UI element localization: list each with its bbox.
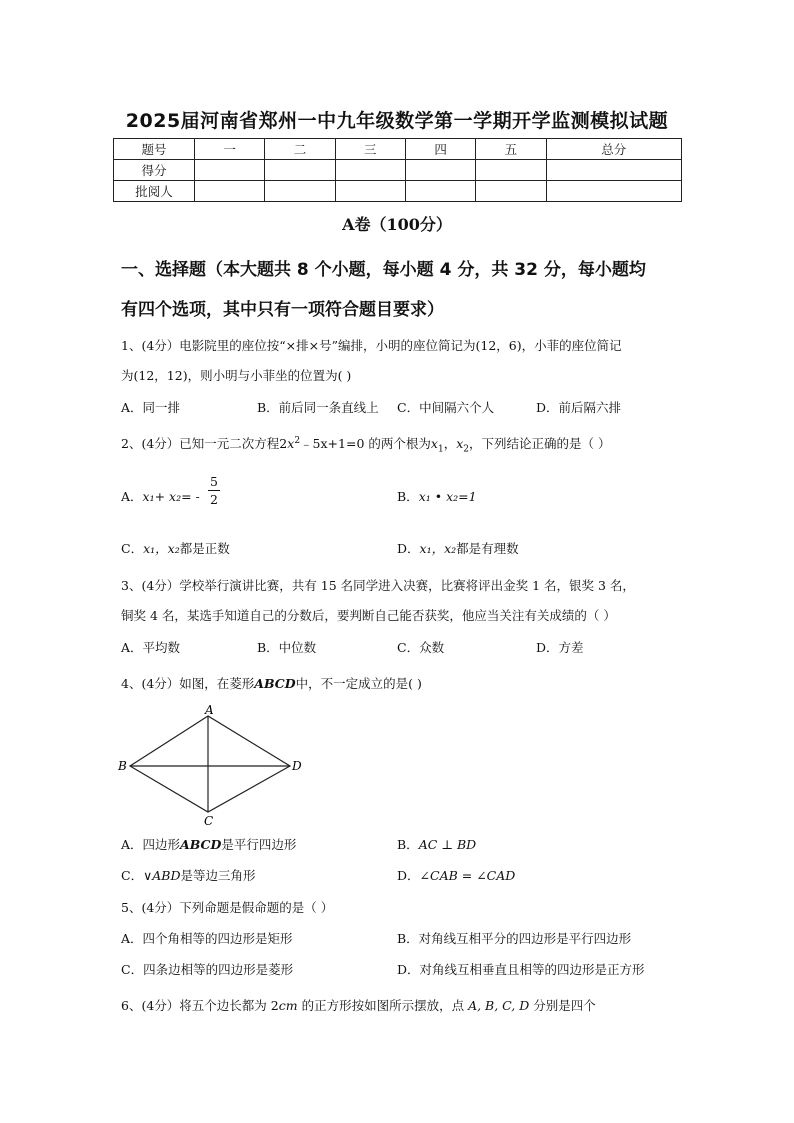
table-cell [335, 181, 405, 202]
q2-d-text: 都是有理数 [456, 541, 519, 556]
q4-option-a [121, 835, 296, 853]
q2-exp: 2 [294, 435, 301, 446]
vertex-label-d: D [292, 759, 302, 773]
table-cell [476, 181, 546, 202]
exam-title: 2025届河南省郑州一中九年级数学第一学期开学监测模拟试题 [125, 110, 669, 132]
section-heading-line1: 一、选择题（本大题共 8 个小题，每小题 4 分，共 32 分，每小题均 [121, 260, 646, 280]
table-cell [405, 160, 475, 181]
option-label: C． [121, 541, 144, 556]
q2-x2-sub: 2 [463, 444, 469, 455]
table-cell: 二 [265, 139, 335, 160]
fraction-bar [208, 490, 220, 491]
q6-value: 2 [270, 998, 279, 1013]
q4-b-expr: AC ⊥ BD [418, 837, 477, 852]
q5-stem: 5、(4分）下列命题是假命题的是（ ） [121, 900, 334, 915]
q2-x1: x [430, 436, 438, 451]
option-label: B． [397, 489, 419, 504]
section-heading-line2: 有四个选项，其中只有一项符合题目要求） [121, 300, 444, 320]
q6-stem-mid: 的正方形按如图所示摆放，点 [301, 998, 465, 1013]
option-label: C． [121, 868, 144, 883]
part-heading: A卷（100分） [342, 215, 452, 234]
q2-a-fraction [208, 474, 220, 507]
table-cell: 五 [476, 139, 546, 160]
q4-a-pre: A．四边形 [121, 837, 181, 852]
q5-option-d: D．对角线互相垂直且相等的四边形是正方形 [397, 962, 645, 977]
table-cell [476, 160, 546, 181]
q4-a-post: 是平行四边形 [221, 837, 297, 852]
vertex-label-c: C [204, 814, 214, 828]
table-cell [546, 160, 681, 181]
q2-c-text: 都是正数 [179, 541, 230, 556]
score-table-header [114, 139, 682, 160]
q2-option-d [397, 539, 519, 557]
vertex-label-a: A [205, 703, 214, 717]
q5-option-c: C．四条边相等的四边形是菱形 [121, 962, 294, 977]
q3-option-c: C．众数 [397, 640, 445, 655]
q2-d-expr: x₁，x₂ [419, 541, 457, 556]
q4-stem [121, 674, 422, 692]
fraction-denominator: 2 [210, 492, 218, 507]
table-cell: 批阅人 [114, 181, 195, 202]
q3-line2: 铜奖 4 名，某选手知道自己的分数后，要判断自己能否获奖，他应当关注有关成绩的（ ） [121, 608, 616, 623]
q4-d-expr: ∠CAB = ∠CAD [419, 868, 516, 883]
q2-c-expr: x₁，x₂ [143, 541, 180, 556]
q2-x2: x [456, 436, 464, 451]
q2-b-expr: x₁ • x₂=1 [418, 489, 477, 504]
q1-line1: 1、(4分）电影院里的座位按“×排×号”编排，小明的座位简记为(12，6)，小菲的座位简记 [121, 338, 622, 353]
q4-stem-post: 中，不一定成立的是( ) [295, 676, 422, 691]
q3-option-d: D．方差 [536, 640, 584, 655]
option-label: D． [397, 541, 420, 556]
q2-stem-post: ﹣5x+1=0 的两个根为 [300, 436, 431, 451]
table-cell: 题号 [114, 139, 195, 160]
table-cell [265, 160, 335, 181]
q6-stem-pre: 6、(4分）将五个边长都为 [121, 998, 267, 1013]
q2-stem [121, 434, 610, 455]
table-cell [195, 181, 265, 202]
table-cell: 总分 [546, 139, 681, 160]
q4-a-name: ABCD [180, 837, 222, 852]
table-row [114, 181, 682, 202]
q3-line1: 3、(4分）学校举行演讲比赛，共有 15 名同学进入决赛，比赛将评出金奖 1 名，银奖 3 名， [121, 578, 635, 593]
q2-option-c [121, 539, 230, 557]
q2-comma: ， [443, 436, 457, 451]
rhombus-outline [130, 716, 290, 812]
fraction-numerator: 5 [210, 474, 218, 489]
table-cell [405, 181, 475, 202]
q2-option-a [121, 487, 200, 505]
q1-option-d: D．前后隔六排 [536, 400, 622, 415]
q3-option-a: A．平均数 [121, 640, 181, 655]
table-cell: 四 [405, 139, 475, 160]
vertex-label-b: B [118, 759, 127, 773]
table-row [114, 160, 682, 181]
q2-coef: 2 [279, 436, 288, 451]
table-cell: 三 [335, 139, 405, 160]
q4-c-expr: ∨ABD [143, 868, 181, 883]
q2-stem-tail: ，下列结论正确的是（ ） [469, 436, 611, 451]
q6-stem-post: 分别是四个 [533, 998, 596, 1013]
q1-line2: 为(12，12)，则小明与小菲坐的位置为( ) [121, 368, 352, 383]
option-label: B． [397, 837, 419, 852]
q2-option-b [397, 487, 477, 505]
q4-c-post: 是等边三角形 [180, 868, 256, 883]
table-cell: 一 [195, 139, 265, 160]
q4-shape-name: ABCD [254, 676, 296, 691]
q5-option-a: A．四个角相等的四边形是矩形 [121, 931, 293, 946]
q1-option-b: B．前后同一条直线上 [257, 400, 379, 415]
q6-stem [121, 996, 596, 1014]
q4-option-c [121, 866, 255, 884]
q1-option-a: A．同一排 [121, 400, 181, 415]
table-cell [195, 160, 265, 181]
q4-option-d [397, 866, 515, 884]
q2-var: x [287, 436, 295, 451]
q5-option-b: B．对角线互相平分的四边形是平行四边形 [397, 931, 632, 946]
q4-option-b [397, 835, 476, 853]
option-label: D． [397, 868, 420, 883]
table-cell [335, 160, 405, 181]
table-cell: 得分 [114, 160, 195, 181]
q2-a-expr: x₁+ x₂= - [142, 489, 200, 504]
table-cell [546, 181, 681, 202]
rhombus-figure [110, 702, 310, 828]
q2-stem-pre: 2、(4分）已知一元二次方程 [121, 436, 280, 451]
score-table [113, 138, 682, 202]
q3-option-b: B．中位数 [257, 640, 317, 655]
q6-points: A, B, C, D [468, 998, 530, 1013]
option-label: A． [121, 489, 143, 504]
q1-option-c: C．中间隔六个人 [397, 400, 495, 415]
q2-x1-sub: 1 [437, 444, 444, 455]
q4-stem-pre: 4、(4分）如图，在菱形 [121, 676, 255, 691]
table-cell [265, 181, 335, 202]
q6-unit: cm [278, 998, 298, 1013]
